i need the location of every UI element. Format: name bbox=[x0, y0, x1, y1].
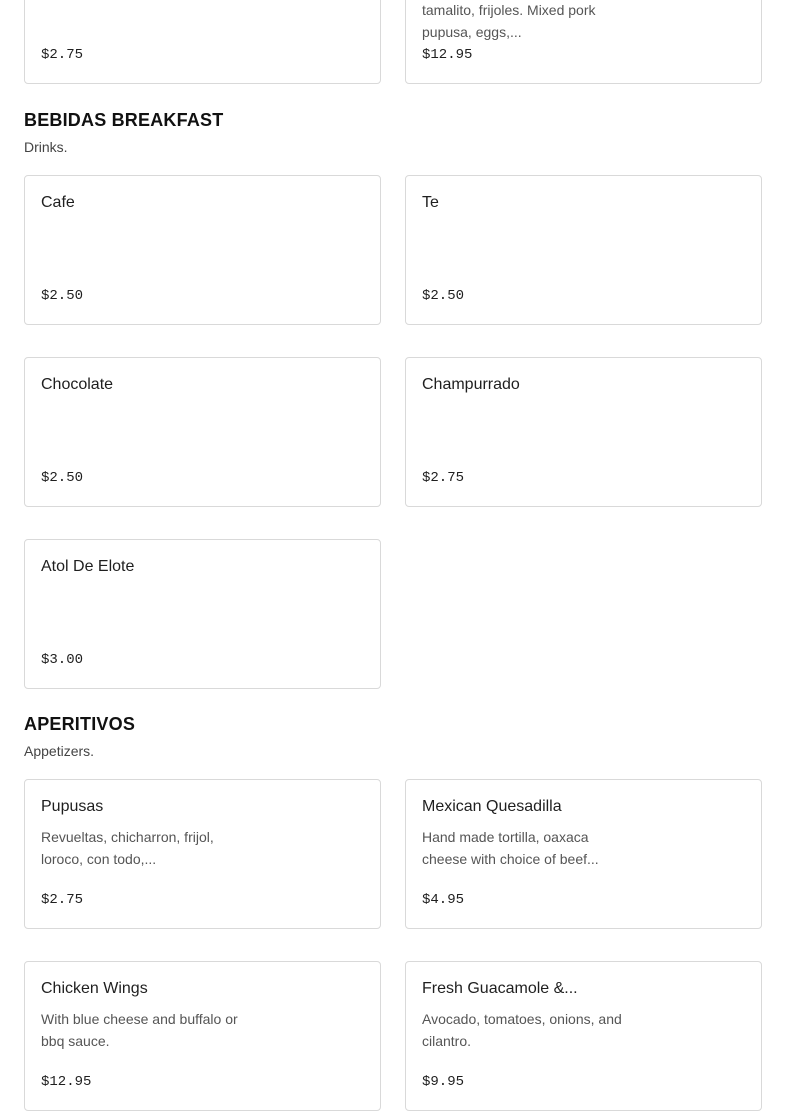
item-description: Hand made tortilla, oaxaca cheese with choice of beef... bbox=[422, 829, 599, 867]
item-price: $2.75 bbox=[41, 892, 84, 908]
item-price: $9.95 bbox=[422, 1074, 465, 1090]
item-price: $2.50 bbox=[41, 470, 84, 486]
menu-item-card[interactable] bbox=[24, 961, 381, 1111]
item-price: $12.95 bbox=[422, 47, 473, 63]
item-name: Chocolate bbox=[41, 376, 114, 393]
section-title-aperitivos: APERITIVOS bbox=[24, 714, 136, 734]
section-title-bebidas: BEBIDAS BREAKFAST bbox=[24, 110, 224, 130]
item-price: $2.75 bbox=[41, 47, 84, 63]
item-name: Te bbox=[422, 194, 439, 211]
section-subtitle-aperitivos: Appetizers. bbox=[24, 743, 95, 759]
item-name: Champurrado bbox=[422, 376, 520, 393]
item-name: Cafe bbox=[41, 194, 75, 211]
menu-item-card[interactable] bbox=[24, 357, 381, 507]
menu-item-card[interactable] bbox=[24, 0, 381, 84]
item-price: $3.00 bbox=[41, 652, 84, 668]
menu-item-card[interactable] bbox=[405, 961, 762, 1111]
item-price: $2.75 bbox=[422, 470, 465, 486]
menu-item-card[interactable] bbox=[24, 175, 381, 325]
item-price: $2.50 bbox=[422, 288, 465, 304]
item-price: $12.95 bbox=[41, 1074, 92, 1090]
menu-item-card[interactable] bbox=[405, 779, 762, 929]
menu-item-card[interactable] bbox=[24, 779, 381, 929]
item-name: Mexican Quesadilla bbox=[422, 798, 562, 815]
menu-item-card[interactable] bbox=[24, 539, 381, 689]
menu-item-card[interactable] bbox=[405, 175, 762, 325]
menu-item-card[interactable] bbox=[405, 0, 762, 84]
item-price: $4.95 bbox=[422, 892, 465, 908]
item-description: With blue cheese and buffalo or bbq sauce. bbox=[41, 1011, 238, 1049]
item-name: Chicken Wings bbox=[41, 980, 148, 997]
item-name: Atol De Elote bbox=[41, 558, 135, 575]
item-name: Fresh Guacamole &... bbox=[422, 980, 578, 997]
item-description: tamalito, frijoles. Mixed pork pupusa, eggs,... bbox=[422, 2, 596, 40]
menu-item-card[interactable] bbox=[405, 357, 762, 507]
item-name: Pupusas bbox=[41, 798, 104, 815]
item-description: Avocado, tomatoes, onions, and cilantro. bbox=[422, 1011, 622, 1049]
item-description: Revueltas, chicharron, frijol, loroco, con todo,... bbox=[41, 829, 214, 867]
section-subtitle-bebidas: Drinks. bbox=[24, 139, 68, 155]
item-price: $2.50 bbox=[41, 288, 84, 304]
